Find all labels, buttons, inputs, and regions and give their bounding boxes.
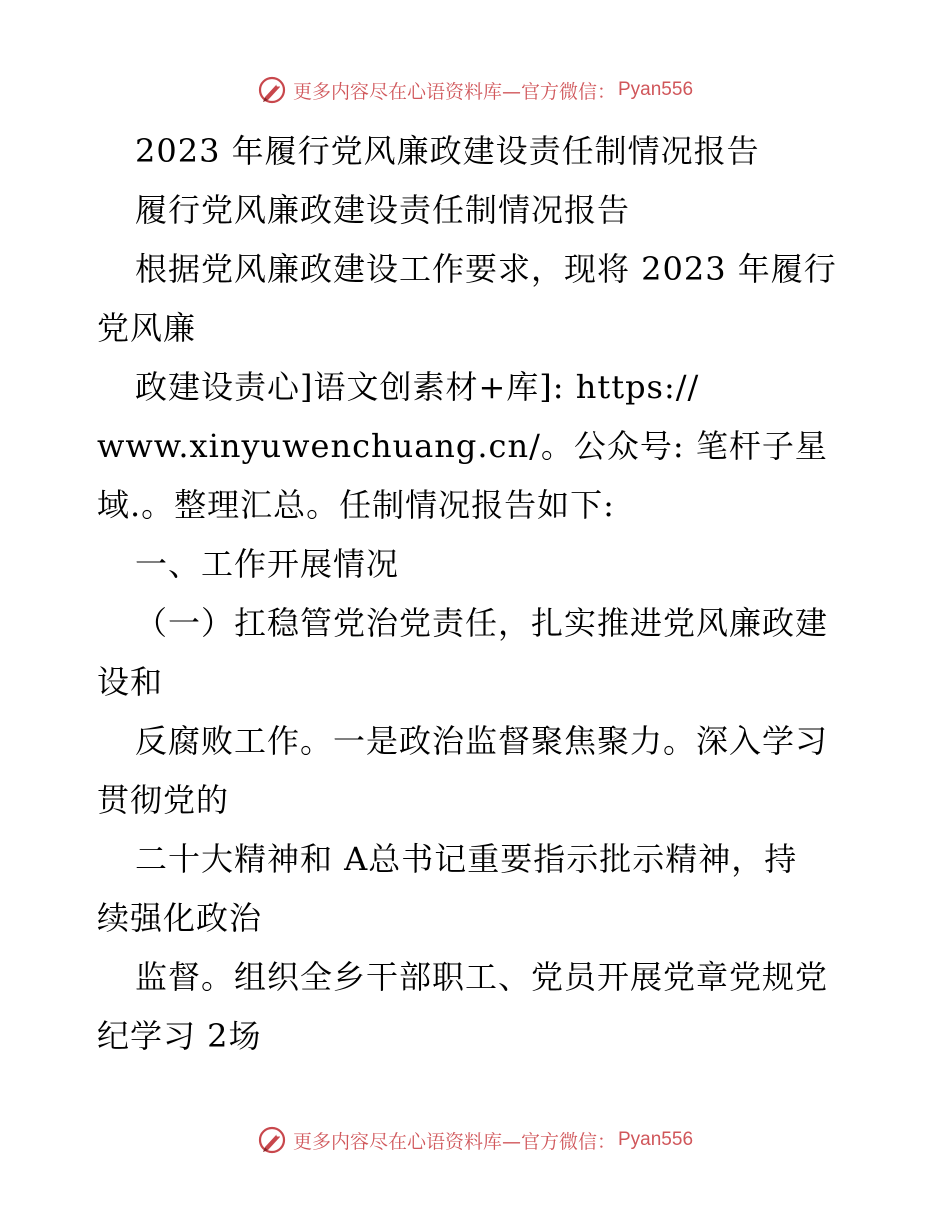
- document-line: 党风廉: [97, 309, 197, 347]
- pen-nib-logo-icon: [257, 75, 287, 105]
- document-line: 一、工作开展情况: [135, 545, 400, 583]
- document-line: 根据党风廉政建设工作要求，现将 2023 年履行: [135, 250, 837, 288]
- document-line: 监督。组织全乡干部职工、党员开展党章党规党: [135, 958, 829, 996]
- document-line: 2023 年履行党风廉政建设责任制情况报告: [135, 132, 760, 170]
- document-line: 续强化政治: [97, 899, 263, 937]
- document-line: 纪学习 2场: [97, 1017, 262, 1055]
- document-line: 履行党风廉政建设责任制情况报告: [135, 191, 631, 229]
- wechat-id: Pyan556: [618, 79, 694, 100]
- document-line: （一）扛稳管党治党责任，扎实推进党风廉政建: [135, 604, 829, 642]
- document-line: 设和: [97, 663, 164, 701]
- document-line: 政建设责心]语文创素材+库]: https://: [135, 368, 700, 406]
- document-line: 域.。整理汇总。任制情况报告如下:: [97, 486, 615, 524]
- pen-nib-logo-icon: [257, 1125, 287, 1155]
- document-line: 二十大精神和 A总书记重要指示批示精神，持: [135, 840, 798, 878]
- watermark-text: 更多内容尽在心语资料库—官方微信：: [292, 80, 616, 103]
- document-line: www.xinyuwenchuang.cn/。公众号: 笔杆子星: [97, 427, 828, 465]
- document-line: 贯彻党的: [97, 781, 230, 819]
- watermark-text: 更多内容尽在心语资料库—官方微信：: [292, 1130, 616, 1153]
- header-watermark-banner: [0, 70, 950, 110]
- document-line: 反腐败工作。一是政治监督聚焦聚力。深入学习: [135, 722, 829, 760]
- footer-watermark-banner: [0, 1120, 950, 1160]
- wechat-id: Pyan556: [618, 1129, 694, 1150]
- document-body: [97, 122, 857, 1066]
